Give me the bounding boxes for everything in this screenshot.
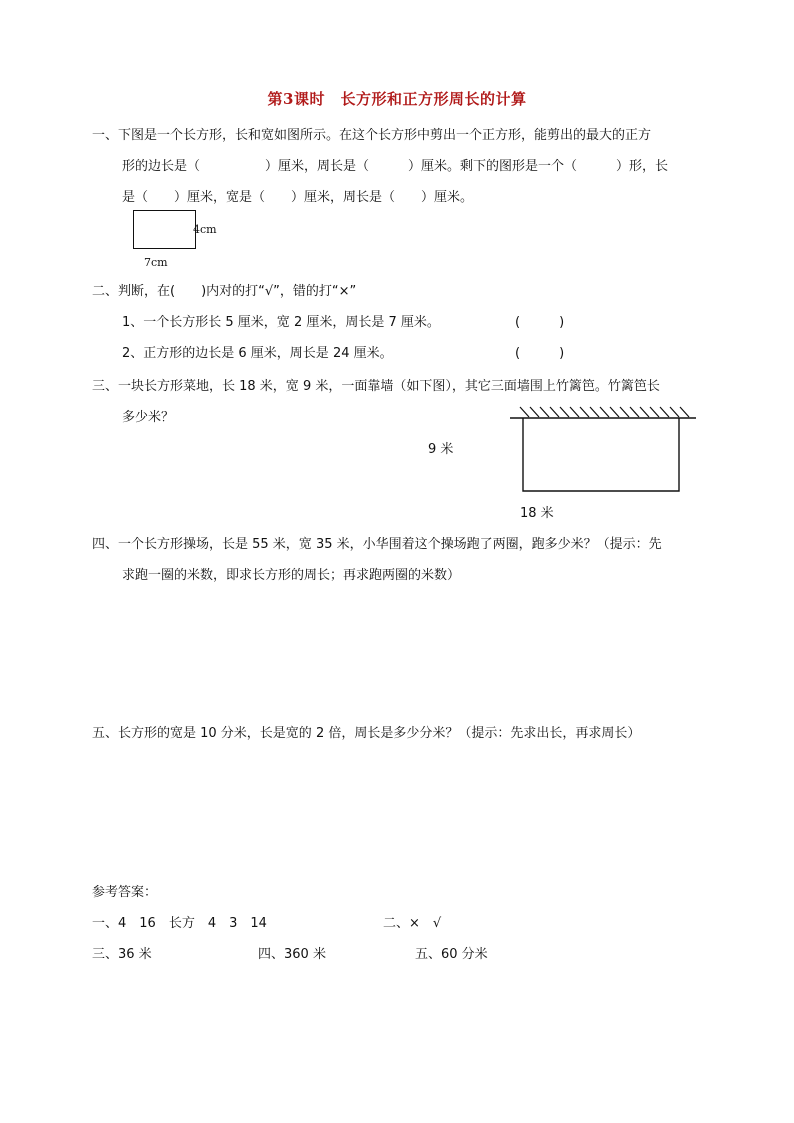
q1-line-1: 一、下图是一个长方形，长和宽如图所示。在这个长方形中剪出一个正方形，能剪出的最大的正方: [92, 128, 652, 143]
q4-line-1: 四、一个长方形操场，长是 55 米，宽 35 米，小华围着这个操场跑了两圈，跑多少米？（提示：先: [92, 537, 662, 552]
fence-rectangle: [523, 418, 679, 491]
q1-line-2: 形的边长是（ ）厘米，周长是（ ）厘米。剩下的图形是一个（ ）形，长: [122, 159, 669, 174]
q2-header: 二、判断，在( )内对的打“√”，错的打“×”: [92, 284, 357, 299]
q2-item-1-answer-blank: ( ): [515, 315, 565, 330]
q2-item-1: 1、一个长方形长 5 厘米，宽 2 厘米，周长是 7 厘米。: [122, 315, 440, 330]
q1-length-label: 7cm: [144, 256, 168, 269]
q1-line-3: 是（ ）厘米，宽是（ ）厘米，周长是（ ）厘米。: [122, 190, 474, 205]
q3-length-label: 18 米: [520, 506, 554, 521]
q3-width-label: 9 米: [428, 442, 454, 457]
hatch-mark: [580, 407, 589, 417]
answer-1: 一、4 16 长方 4 3 14: [92, 916, 267, 931]
q4-line-2: 求跑一圈的米数，即求长方形的周长；再求跑两圈的米数）: [122, 568, 461, 583]
hatch-mark: [660, 407, 669, 417]
hatch-mark: [570, 407, 579, 417]
hatch-mark: [650, 407, 659, 417]
q2-item-2: 2、正方形的边长是 6 厘米，周长是 24 厘米。: [122, 346, 393, 361]
hatch-mark: [550, 407, 559, 417]
answer-3: 三、36 米: [92, 947, 152, 962]
answer-2: 二、× √: [383, 916, 442, 931]
q1-width-label: 4cm: [193, 223, 217, 236]
hatch-mark: [640, 407, 649, 417]
hatch-mark: [540, 407, 549, 417]
hatch-mark: [600, 407, 609, 417]
answers-header: 参考答案：: [92, 885, 158, 900]
q2-item-2-answer-blank: ( ): [515, 346, 565, 361]
hatch-mark: [590, 407, 599, 417]
hatch-mark: [530, 407, 539, 417]
page-title: 第3课时 长方形和正方形周长的计算: [267, 90, 527, 108]
q5-line-1: 五、长方形的宽是 10 分米，长是宽的 2 倍，周长是多少分米？（提示：先求出长，再求周长）: [92, 726, 641, 741]
hatch-mark: [670, 407, 679, 417]
answer-5: 五、60 分米: [415, 947, 488, 962]
hatch-mark: [610, 407, 619, 417]
answer-4: 四、360 米: [258, 947, 326, 962]
q3-line-1: 三、一块长方形菜地，长 18 米，宽 9 米，一面靠墙（如下图），其它三面墙围上竹篱笆。竹篱笆长: [92, 379, 660, 394]
hatch-mark: [630, 407, 639, 417]
q3-line-2: 多少米？: [122, 410, 175, 425]
hatch-mark: [520, 407, 529, 417]
q1-rectangle-figure: [133, 210, 196, 249]
hatch-mark: [680, 407, 689, 417]
hatch-mark: [620, 407, 629, 417]
hatch-mark: [560, 407, 569, 417]
wall-hatching: [520, 407, 689, 417]
q3-wall-figure: [508, 403, 698, 495]
